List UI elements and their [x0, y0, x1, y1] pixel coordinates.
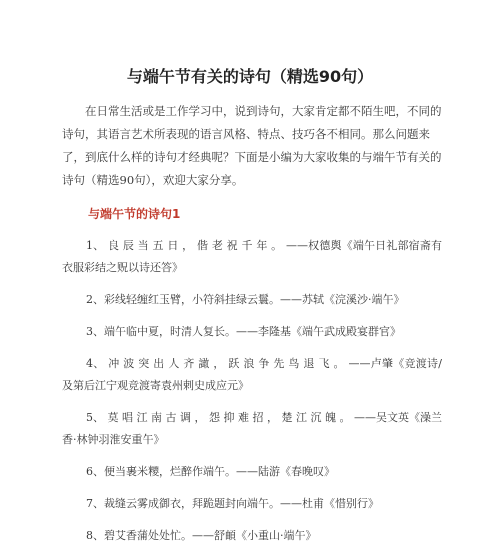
poem-item: 1、 良 辰 当 五 日 ， 偕 老 祝 千 年 。 ——权德舆《端午日礼部宿斋有衣服彩结之贶以诗还答》: [62, 239, 442, 274]
section-heading: 与端午节的诗句1: [88, 207, 181, 221]
article-title: 与端午节有关的诗句（精选90句）: [126, 67, 374, 86]
poem-item: 4、 冲 波 突 出 人 齐 譀 ， 跃 浪 争 先 鸟 退 飞 。 ——卢肇《竞渡诗/及第后江宁观竞渡寄袁州剌史成应元》: [62, 357, 442, 392]
poem-item: 3、端午临中夏，时清人复长。——李隆基《端午武成殿宴群官》: [86, 325, 401, 338]
poem-item: 8、碧艾香蒲处处忙。——舒頔《小重山·端午》: [86, 529, 317, 542]
poem-item: 7、裁缝云雾成御衣，拜跪题封向端午。——杜甫《惜别行》: [86, 497, 379, 510]
poem-item: 5、 莫 唱 江 南 古 调 ， 怨 抑 难 招 ， 楚 江 沉 魄 。 ——吴文英《澡兰香·林钟羽淮安重午》: [62, 411, 442, 446]
poem-item: 2、彩线轻缠红玉臂，小符斜挂绿云鬟。——苏轼《浣溪沙·端午》: [86, 293, 405, 306]
intro-paragraph: 在日常生活或是工作学习中，说到诗句，大家肯定都不陌生吧，不同的诗句，其语言艺术所表现的语言风格、特点、技巧各不相同。那么问题来了，到底什么样的诗句才经典呢？下面是小编为大家收集的与端午节有关的诗句（精选90句），欢迎大家分享。: [62, 104, 442, 187]
poem-list: [62, 235, 442, 557]
poem-item: 6、便当裹米糭，烂醉作端午。——陆游《春晚叹》: [86, 465, 335, 478]
